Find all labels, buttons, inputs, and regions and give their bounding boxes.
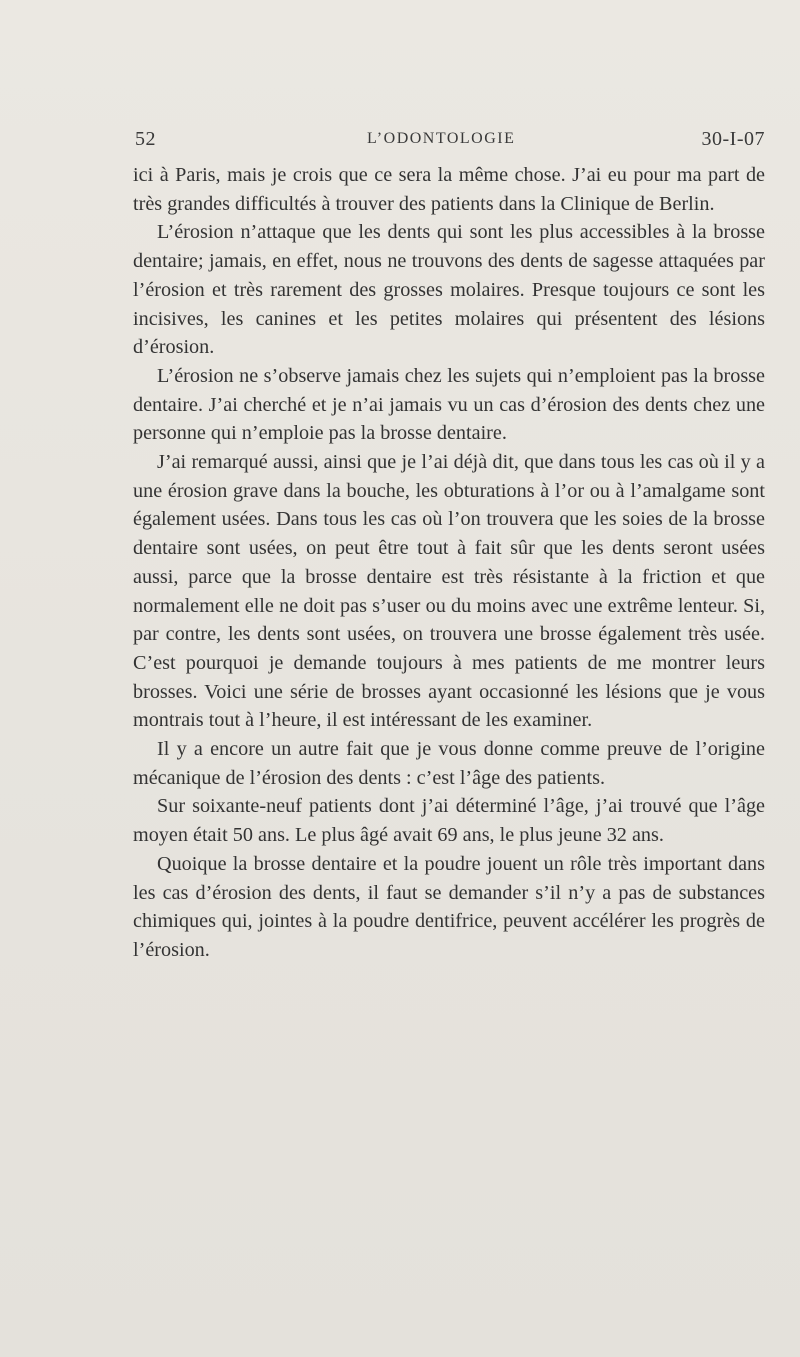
paragraph: L’érosion ne s’observe jamais chez les sujets qui n’emploient pas la brosse dentaire. J’ai cherché et je n’ai jamais vu un cas d’érosion des dents chez une personne qui n’emploie pas la brosse dentaire. (133, 364, 765, 445)
page-header (135, 128, 765, 158)
paragraph: Sur soixante-neuf patients dont j’ai déterminé l’âge, j’ai trouvé que l’âge moyen était 50 ans. Le plus âgé avait 69 ans, le plus jeune 32 ans. (133, 795, 765, 847)
running-title: L’ODONTOLOGIE (367, 130, 516, 147)
paragraph: Il y a encore un autre fait que je vous donne comme preuve de l’origine mécanique de l’érosion des dents : c’est l’âge des patients. (133, 738, 765, 789)
paragraph-continuation: ici à Paris, mais je crois que ce sera la même chose. J’ai eu pour ma part de très grandes difficultés à trouver des patients dans la Clinique de Berlin. (133, 164, 765, 215)
paragraph: J’ai remarqué aussi, ainsi que je l’ai déjà dit, que dans tous les cas où il y a une érosion grave dans la bouche, les obturations à l’or ou à l’amalgame sont également usées. Dans tous les cas où l’on trouvera que les soies de la brosse dentaire sont usées, on peut être tout à fait sûr que les dents seront usées aussi, parce que la brosse dentaire est très résistante à la friction et que normalement elle ne doit pas s’user ou du moins avec une extrême lenteur. Si, par contre, les dents sont usées, on trouvera une brosse également très usée. C’est pourquoi je demande toujours à mes patients de me montrer leurs brosses. Voici une série de brosses ayant occasionné les lésions que je vous montrais tout à l’heure, il est intéressant de les examiner. (133, 451, 765, 732)
issue-date: 30-I-07 (701, 128, 765, 150)
paragraph: Quoique la brosse dentaire et la poudre jouent un rôle très important dans les cas d’érosion des dents, il faut se demander s’il n’y a pas de substances chimiques qui, jointes à la poudre dentifrice, peuvent accélérer les progrès de l’érosion. (133, 852, 765, 961)
body-text (133, 161, 765, 965)
page-number: 52 (135, 128, 156, 150)
paragraph: L’érosion n’attaque que les dents qui sont les plus accessibles à la brosse dentaire; jamais, en effet, nous ne trouvons des dents de sagesse attaquées par l’érosion et très rarement des grosses molaires. Presque toujours ce sont les incisives, les canines et les petites molaires qui présentent des lésions d’érosion. (133, 221, 765, 359)
